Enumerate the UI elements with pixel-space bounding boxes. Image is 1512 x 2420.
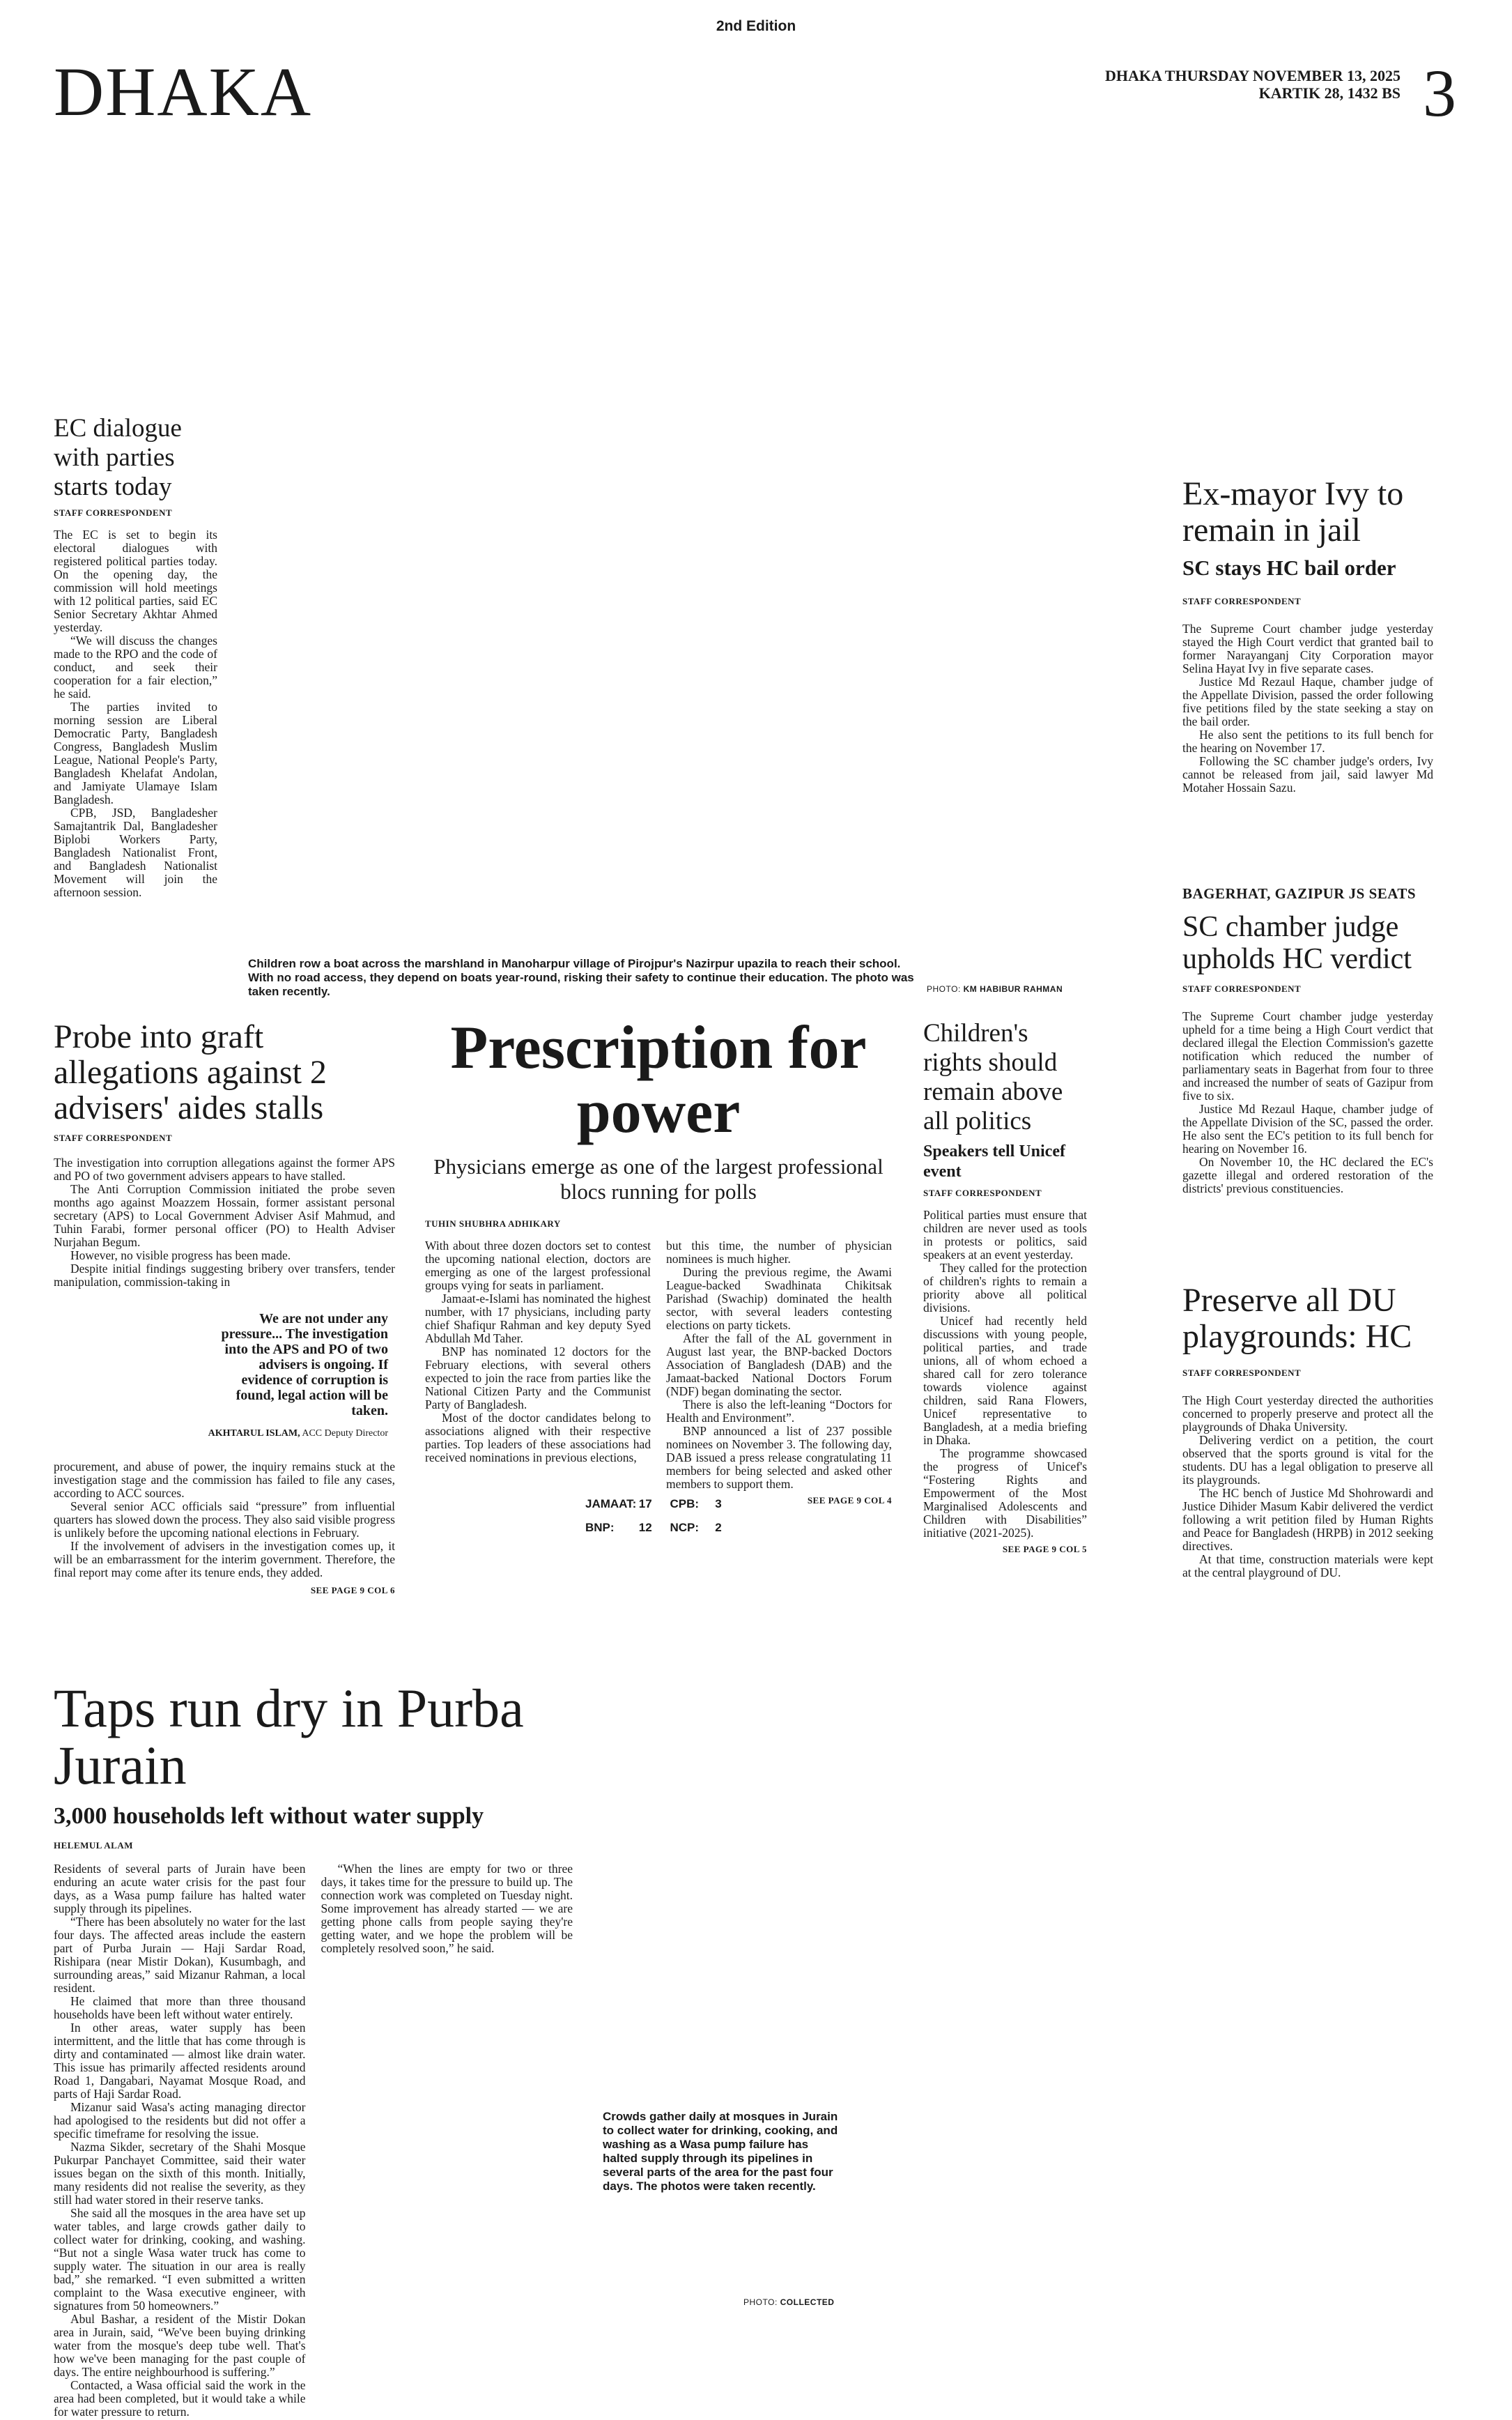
paragraph: The High Court yesterday directed the authorities concerned to properly preserve and protect all the playgrounds of Dhaka University. xyxy=(1182,1393,1433,1434)
paragraph: CPB, JSD, Bangladesher Samajtantrik Dal, Bangladesher Biplobi Workers Party, Bangladesh Nationalist Front, and Bangladesh Nationalist Movement will join the afternoon session. xyxy=(54,806,217,899)
credit-name: COLLECTED xyxy=(780,2297,835,2307)
paragraph: The programme showcased the progress of Unicef's “Fostering Rights and Empowerment of the Most Marginalised Adolescents and Children with Disabilities” initiative (2021-2025). xyxy=(923,1446,1087,1540)
taps-story xyxy=(54,1680,573,2420)
credit-label: PHOTO: xyxy=(927,984,961,994)
children-headline: Children's rights should remain above all politics xyxy=(923,1019,1063,1135)
paragraph: He claimed that more than three thousand households have been left without water entirely. xyxy=(54,1994,306,2021)
children-byline: STAFF CORRESPONDENT xyxy=(923,1188,1042,1198)
pullquote-attribution xyxy=(207,1428,388,1439)
paragraph: She said all the mosques in the area have set up water tables, and large crowds gather daily to collect water for drinking, cooking, and washing. “But not a single Wasa water truck has come to supply water. The situation in our area is really bad,” she remarked. “I even submitted a written complaint to the Wasa executive engineer, with signatures from 50 homeowners.” xyxy=(54,2206,306,2313)
paragraph: The Supreme Court chamber judge yesterday upheld for a time being a High Court verdict that declared illegal the Election Commission's gazette notification which reduced the number of parliamentary seats in Bagerhat from four to three and increased the number of seats of Gazipur from five to six. xyxy=(1182,1009,1433,1103)
ec-story xyxy=(54,414,217,899)
paragraph: but this time, the number of physician nominees is much higher. xyxy=(666,1239,892,1266)
paragraph: The Anti Corruption Commission initiated the probe seven months ago against Moazzem Hossain, former assistant personal secretary (APS) to Local Government Adviser Asif Mahmud, and Tuhin Farabi, former personal officer (PO) to Health Adviser Nurjahan Begum. xyxy=(54,1182,395,1249)
taps-byline: HELEMUL ALAM xyxy=(54,1840,133,1851)
paragraph: He also sent the petitions to its full bench for the hearing on November 17. xyxy=(1182,728,1433,755)
prescription-jump: SEE PAGE 9 COL 4 xyxy=(807,1495,892,1506)
paragraph: With about three dozen doctors set to contest the upcoming national election, doctors are emerging as one of the largest professional groups vying for seats in parliament. xyxy=(425,1239,651,1292)
du-headline: Preserve all DU playgrounds: HC xyxy=(1182,1282,1412,1355)
probe-story xyxy=(54,1019,395,1596)
bangla-date: KARTIK 28, 1432 BS xyxy=(1258,84,1401,102)
paragraph: However, no visible progress has been made. xyxy=(70,1248,291,1262)
paragraph: Contacted, a Wasa official said the work in the area had been completed, but it would take a while for water pressure to return. xyxy=(54,2378,306,2419)
tally-count: 3 xyxy=(715,1497,722,1510)
tally-party: NCP: xyxy=(670,1521,700,1534)
prescription-col-2 xyxy=(666,1239,892,1491)
ivy-body xyxy=(1182,622,1433,795)
paragraph: “When the lines are empty for two or three days, it takes time for the pressure to build up. The connection work was completed on Tuesday night. Some improvement has already started — we are getting phone calls from people saying they're getting water, and we hope the problem will be completely resolved soon,” he said. xyxy=(321,1862,573,1955)
paragraph: The Supreme Court chamber judge yesterday stayed the High Court verdict that granted bail to former Narayanganj City Corporation mayor Selina Hayat Ivy in five separate cases. xyxy=(1182,622,1433,675)
seats-body xyxy=(1182,1010,1433,1195)
paragraph: Unicef had recently held discussions with young people, political parties, and trade unions, all of whom echoed a shared call for zero tolerance towards violence against children, said Rana Flowers, Unicef representative to Bangladesh, at a media briefing in Dhaka. xyxy=(923,1314,1087,1447)
prescription-columns xyxy=(425,1239,892,1491)
seats-kicker: BAGERHAT, GAZIPUR JS SEATS xyxy=(1182,885,1417,902)
children-jump: SEE PAGE 9 COL 5 xyxy=(1002,1544,1087,1554)
paragraph: The HC bench of Justice Md Shohrowardi and Justice Dihider Masum Kabir delivered the verdict following a writ petition filed by Human Rights and Peace for Bangladesh (HRPB) in 2012 seeking directives. xyxy=(1182,1486,1433,1553)
children-subhead: Speakers tell Unicef event xyxy=(923,1142,1065,1181)
quote-title: ACC Deputy Director xyxy=(302,1428,388,1439)
quote-name: AKHTARUL ISLAM, xyxy=(208,1428,300,1439)
taps-body xyxy=(54,1862,573,2420)
credit-label: PHOTO: xyxy=(743,2297,778,2307)
paragraph: Abul Bashar, a resident of the Mistir Dokan area in Jurain, said, “We've been buying drinking water from the mosque's deep tube well. That's how we've been managing for the past couple of days. The entire neighbourhood is suffering.” xyxy=(54,2312,306,2379)
seats-headline: SC chamber judge upholds HC verdict xyxy=(1182,911,1412,975)
paragraph: The EC is set to begin its electoral dialogues with registered political parties today. On the opening day, the commission will hold meetings with 12 political parties, said EC Senior Secretary Akhtar Ahmed yesterday. xyxy=(54,528,217,634)
pullquote-text: We are not under any pressure... The investigation into the APS and PO of two advisers is ongoing. If evidence of corruption is found, legal action will be taken. xyxy=(221,1311,388,1418)
probe-body-top xyxy=(54,1156,395,1289)
edition-label: 2nd Edition xyxy=(716,18,796,34)
ivy-byline: STAFF CORRESPONDENT xyxy=(1182,596,1302,606)
paragraph: Political parties must ensure that children are never used as tools in protests or politics, said speakers at an event yesterday. xyxy=(923,1208,1087,1262)
probe-byline: STAFF CORRESPONDENT xyxy=(54,1133,173,1143)
paragraph: Residents of several parts of Jurain have been enduring an acute water crisis for the past four days, as a Wasa pump failure has halted water supply through its pipelines. xyxy=(54,1862,306,1915)
prescription-col-1 xyxy=(425,1239,651,1491)
paragraph: Most of the doctor candidates belong to associations aligned with their respective parties. Top leaders of these associations had received nominations in previous elections, xyxy=(425,1411,651,1464)
paragraph: In other areas, water supply has been intermittent, and the little that has come through is dirty and contaminated — almost like drain water. This issue has primarily affected residents around Road 1, Dangabari, Nayamat Mosque Road, and parts of Haji Sardar Road. xyxy=(54,2021,306,2101)
paragraph: The investigation into corruption allegations against the former APS and PO of two government advisers appears to have stalled. xyxy=(54,1156,395,1183)
paragraph: There is also the left-leaning “Doctors for Health and Environment”. xyxy=(666,1397,892,1425)
top-photo-caption: Children row a boat across the marshland in Manoharpur village of Pirojpur's Nazirpur upazila to reach their school. With no road access, they depend on boats year-round, risking their safety to continue their education. The photo was taken recently. xyxy=(248,957,914,998)
tally-row xyxy=(585,1521,739,1535)
probe-pullquote xyxy=(207,1311,388,1439)
paragraph: At that time, construction materials were kept at the central playground of DU. xyxy=(1182,1552,1433,1579)
ec-headline: EC dialogue with parties starts today xyxy=(54,414,182,501)
tally-count: 12 xyxy=(638,1521,652,1534)
paragraph: Jamaat-e-Islami has nominated the highest number, with 17 physicians, including party chief Shafiqur Rahman and key deputy Syed Abdullah Md Taher. xyxy=(425,1292,651,1345)
paragraph: On November 10, the HC declared the EC's gazette illegal and ordered restoration of the districts' previous constituencies. xyxy=(1182,1155,1433,1195)
paragraph: Delivering verdict on a petition, the court observed that the sports ground is vital for the students. DU has a legal obligation to preserve all its playgrounds. xyxy=(1182,1433,1433,1487)
paragraph: procurement, and abuse of power, the inquiry remains stuck at the investigation stage and the commission has failed to file any cases, according to ACC sources. xyxy=(54,1460,395,1500)
tally-row xyxy=(585,1497,739,1511)
tally-party: CPB: xyxy=(670,1497,700,1510)
credit-name: KM HABIBUR RAHMAN xyxy=(963,984,1063,994)
paragraph: If the involvement of advisers in the investigation comes up, it will be an embarrassment for the interim government. Therefore, the final report may come after its tenure ends, they added. xyxy=(54,1539,395,1579)
seats-byline: STAFF CORRESPONDENT xyxy=(1182,983,1302,994)
paragraph: They called for the protection of children's rights to remain a priority above all political divisions. xyxy=(923,1261,1087,1315)
prescription-byline: TUHIN SHUBHRA ADHIKARY xyxy=(425,1218,561,1229)
du-body xyxy=(1182,1394,1433,1579)
prescription-subhead: Physicians emerge as one of the largest professional blocs running for polls xyxy=(433,1154,884,1204)
paragraph: Mizanur said Wasa's acting managing director had apologised to the residents but did not offer a specific timeframe for resolving the issue. xyxy=(54,2100,306,2141)
paragraph: “We will discuss the changes made to the RPO and the code of conduct, and seek their cooperation for a fair election,” he said. xyxy=(54,634,217,700)
bottom-photo-caption: Crowds gather daily at mosques in Jurain to collect water for drinking, cooking, and washing as a Wasa pump failure has halted supply through its pipelines in several parts of the area for the past four days. The photos were taken recently. xyxy=(603,2110,838,2193)
ivy-subhead: SC stays HC bail order xyxy=(1182,556,1396,580)
paragraph: Following the SC chamber judge's orders, Ivy cannot be released from jail, said lawyer Md Motaher Hossain Sazu. xyxy=(1182,754,1433,795)
ec-byline: STAFF CORRESPONDENT xyxy=(54,507,173,518)
ec-body xyxy=(54,528,217,899)
paragraph: Justice Md Rezaul Haque, chamber judge of the Appellate Division of the SC, passed the order. He also sent the EC's petition to its full bench for hearing on November 16. xyxy=(1182,1102,1433,1156)
paragraph: BNP announced a list of 237 possible nominees on November 3. The following day, DAB issued a press release congratulating 11 members for being selected and asked other members to support them. xyxy=(666,1424,892,1491)
paragraph: Justice Md Rezaul Haque, chamber judge of the Appellate Division, passed the order following five petitions filed by the state seeking a stay on the bail order. xyxy=(1182,675,1433,728)
top-photo-credit xyxy=(927,984,1063,994)
probe-headline: Probe into graft allegations against 2 advisers' aides stalls xyxy=(54,1018,327,1126)
paragraph: The parties invited to morning session are Liberal Democratic Party, Bangladesh Congress, Bangladesh Muslim League, National People's Party, Bangladesh Khelafat Andolan, and Jamiyate Ulamaye Islam Bangladesh. xyxy=(54,700,217,806)
du-story xyxy=(1182,1282,1433,1579)
paragraph: “There has been absolutely no water for the last four days. The affected areas include the eastern part of Purba Jurain — Haji Sardar Road, Rishipara (near Mistir Dokan), Kusumbagh, and surrounding areas,” said Mizanur Rahman, a local resident. xyxy=(54,1915,306,1995)
paragraph: During the previous regime, the Awami League-backed Swadhinata Chikitsak Parishad (Swachip) dominated the health sector, with several leaders contesting elections on party tickets. xyxy=(666,1265,892,1332)
paragraph: BNP has nominated 12 doctors for the February elections, with several others expected to join the race from parties like the National Citizen Party and the Communist Party of Bangladesh. xyxy=(425,1345,651,1411)
ivy-headline: Ex-mayor Ivy to remain in jail xyxy=(1182,475,1404,549)
paragraph: Despite initial findings suggesting bribery over transfers, tender manipulation, commission-taking in xyxy=(54,1262,395,1289)
date-line: DHAKA THURSDAY NOVEMBER 13, 2025 xyxy=(1105,67,1401,84)
children-story xyxy=(923,1019,1087,1555)
tally-party: JAMAAT: xyxy=(585,1497,637,1510)
tally-count: 17 xyxy=(638,1497,652,1510)
paragraph: After the fall of the AL government in August last year, the BNP-backed Doctors Association of Bangladesh (DAB) and the Jamaat-backed National Doctors Forum (NDF) began dominating the sector. xyxy=(666,1331,892,1398)
probe-body-bottom xyxy=(54,1460,395,1579)
prescription-headline: Prescription for power xyxy=(450,1014,867,1146)
dateline xyxy=(1105,67,1401,102)
tally-count: 2 xyxy=(715,1521,722,1534)
du-byline: STAFF CORRESPONDENT xyxy=(1182,1368,1302,1378)
doctor-nominee-tally xyxy=(585,1497,739,1535)
page-number: 3 xyxy=(1423,56,1456,130)
paragraph: Several senior ACC officials said “pressure” from influential quarters has slowed down the process. They also said visible progress is unlikely before the upcoming national elections in February. xyxy=(54,1499,395,1540)
taps-headline: Taps run dry in Purba Jurain xyxy=(54,1678,524,1795)
tally-party: BNP: xyxy=(585,1521,615,1534)
prescription-story xyxy=(425,1016,892,1506)
probe-jump: SEE PAGE 9 COL 6 xyxy=(310,1585,395,1595)
children-body xyxy=(923,1209,1087,1540)
taps-subhead: 3,000 households left without water supply xyxy=(54,1803,484,1829)
section-masthead: DHAKA xyxy=(54,53,313,130)
paragraph: Nazma Sikder, secretary of the Shahi Mosque Pukurpar Panchayet Committee, said their water issues began on the sixth of this month. Initially, many residents did not realise the severity, as they still had water stored in their reserve tanks. xyxy=(54,2140,306,2207)
ivy-story xyxy=(1182,476,1433,795)
bottom-photo-credit xyxy=(743,2297,834,2307)
seats-story xyxy=(1182,885,1433,1195)
